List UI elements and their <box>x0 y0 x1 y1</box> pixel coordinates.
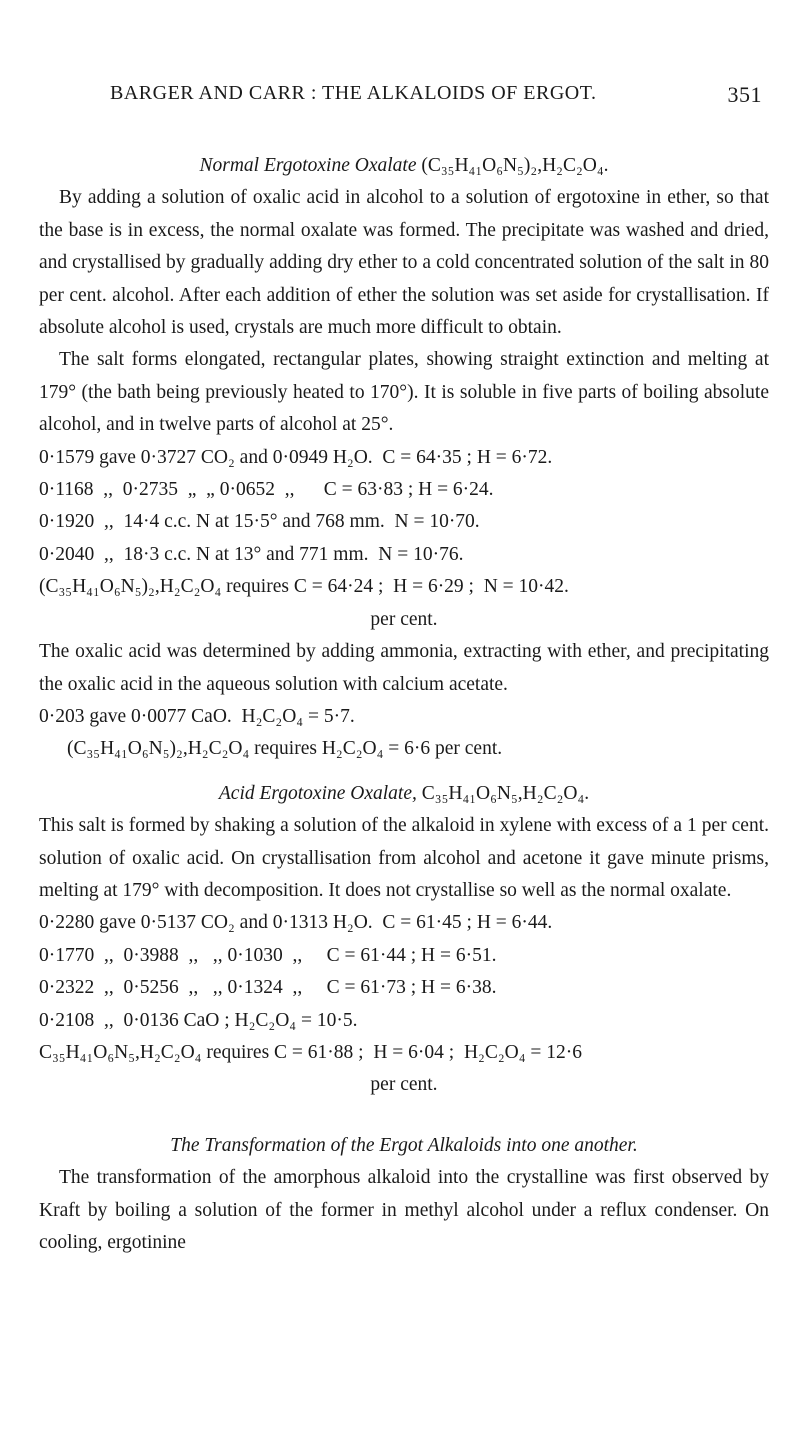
analysis-line: 0·2108 ,, 0·0136 CaO ; H₂C₂O₄ = 10·5. <box>39 1009 358 1031</box>
running-title: BARGER AND CARR : THE ALKALOIDS OF ERGOT. <box>110 82 597 104</box>
analysis-line: 0·1920 ,, 14·4 c.c. N at 15·5° and 768 mm. N = 10·70. <box>39 511 480 533</box>
paragraph: The transformation of the amorphous alkaloid into the crystalline was first observed by Kraft by boiling a solution of the former in methyl alcohol under a reflux condenser. On cooling, ergotinine <box>39 1167 769 1253</box>
heading-formula: C₃₅H₄₁O₆N₅,H₂C₂O₄. <box>421 782 590 804</box>
body-text <box>39 150 769 1259</box>
heading-formula: (C₃₅H₄₁O₆N₅)₂,H₂C₂O₄. <box>421 155 609 176</box>
analysis-line: (C₃₅H₄₁O₆N₅)₂,H₂C₂O₄ requires C = 64·24 ; H = 6·29 ; N = 10·42. <box>39 576 569 598</box>
per-cent-label: per cent. <box>370 1074 438 1096</box>
paragraph: This salt is formed by shaking a solution of the alkaloid in xylene with excess of a 1 per cent. solution of oxalic acid. On crystallisation from alcohol and acetone it gave minute prisms, melting at 179° with decomposition. It does not crystallise so well as the normal oxalate. <box>39 815 769 901</box>
page-number: 351 <box>727 82 762 107</box>
analysis-line: 0·1579 gave 0·3727 CO₂ and 0·0949 H₂O. C = 64·35 ; H = 6·72. <box>39 446 553 468</box>
analysis-line: 0·1770 ,, 0·3988 ,, ,, 0·1030 ,, C = 61·44 ; H = 6·51. <box>39 944 497 966</box>
section-heading-acid-oxalate <box>39 778 769 810</box>
analysis-line: (C₃₅H₄₁O₆N₅)₂,H₂C₂O₄ requires H₂C₂O₄ = 6·6 per cent. <box>67 738 503 760</box>
analysis-line: 0·2040 ,, 18·3 c.c. N at 13° and 771 mm. N = 10·76. <box>39 543 464 565</box>
paragraph: The salt forms elongated, rectangular plates, showing straight extinction and melting at 179° (the bath being previously heated to 170°). It is soluble in five parts of boiling absolute alcohol, and in twelve parts of alcohol at 25°. <box>39 349 769 436</box>
running-header <box>40 82 762 112</box>
heading-title: Acid Ergotoxine Oxalate, <box>218 782 417 804</box>
heading-title: The Transformation of the Ergot Alkaloids into one another. <box>170 1134 638 1156</box>
heading-title: Normal Ergotoxine Oxalate <box>199 155 417 176</box>
analysis-line: 0·2322 ,, 0·5256 ,, ,, 0·1324 ,, C = 61·73 ; H = 6·38. <box>39 977 497 999</box>
section-heading-transformation <box>39 1130 769 1162</box>
analysis-line: 0·2280 gave 0·5137 CO₂ and 0·1313 H₂O. C = 61·45 ; H = 6·44. <box>39 912 553 934</box>
paragraph: The oxalic acid was determined by adding ammonia, extracting with ether, and precipitating the oxalic acid in the aqueous solution with calcium acetate. <box>39 641 769 695</box>
analysis-line: 0·203 gave 0·0077 CaO. H₂C₂O₄ = 5·7. <box>39 705 355 727</box>
section-heading-normal-oxalate <box>39 150 769 182</box>
analysis-line: 0·1168 ,, 0·2735 „ „ 0·0652 ,, C = 63·83 ; H = 6·24. <box>39 479 494 501</box>
analysis-line: C₃₅H₄₁O₆N₅,H₂C₂O₄ requires C = 61·88 ; H = 6·04 ; H₂C₂O₄ = 12·6 <box>39 1041 583 1063</box>
per-cent-label: per cent. <box>370 608 438 630</box>
paragraph: By adding a solution of oxalic acid in alcohol to a solution of ergotoxine in ether, so that the base is in excess, the normal oxalate was formed. The precipitate was washed and dried, and crystallised by gradually adding dry ether to a cold concentrated solution of the salt in 80 per cent. alcohol. After each addition of ether the solution was set aside for crystallisation. If absolute alcohol is used, crystals are much more difficult to obtain. <box>39 187 769 339</box>
